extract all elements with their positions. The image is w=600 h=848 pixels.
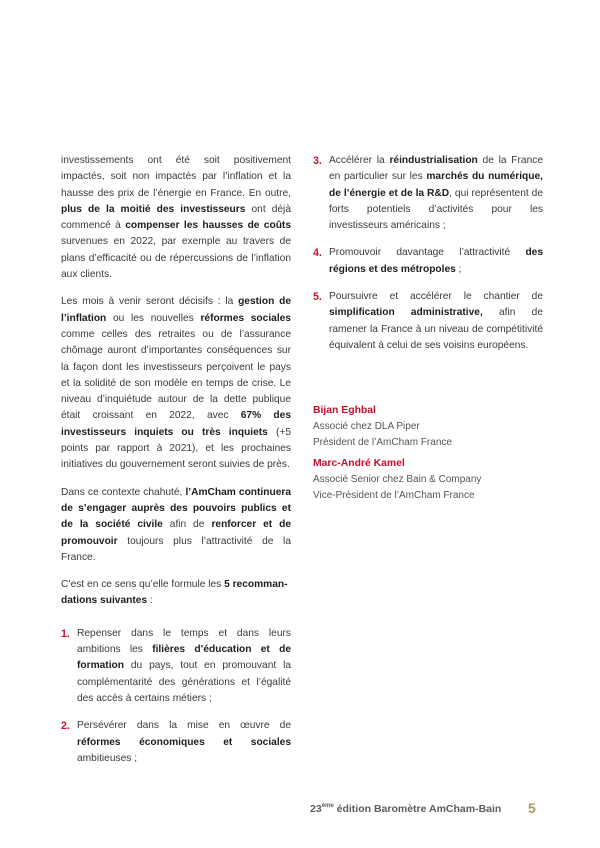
bold-text: compenser les hausses de coûts [125,220,291,232]
text: ambitieuses ; [77,752,138,764]
text: de la France en particulier sur les [329,155,543,183]
recommendation-text [329,245,543,278]
left-column [61,153,291,778]
edition-number: 23 [310,803,322,815]
bold-text: 5 recomman-dations suivantes [61,579,288,607]
text: C’est en ce sens qu’elle formule les [61,579,225,591]
text: (+5 points par rapport à 2021), et les prochaines initiatives du gouvernement seront suivies de près. [61,426,291,471]
bold-text: simplification administrative, [329,307,483,319]
text: afin de ramener la France à un niveau de compétitivité équivalent à celui de ses voisins européens. [329,307,543,351]
text: Persévérer dans la mise en œuvre de [77,720,291,732]
page-number: 5 [528,800,536,816]
signature-block [313,456,543,504]
paragraph-recommendations-intro [61,577,291,610]
text: investissements ont été soit positivement impactés, soit non impactés par l’inflation et la hausse des prix de l’énergie en France. En outre, [61,155,291,199]
text: Dans ce contexte chahuté, [61,486,186,498]
signatory-role: Associé Senior chez Bain & Company [313,474,482,485]
paragraph-context [61,485,291,566]
recommendation-number: 3. [313,155,322,167]
text: ; [455,263,462,275]
bold-text: réformes sociales [200,312,291,324]
bold-text: plus de la moitié des investisseurs [61,203,246,215]
right-column [313,153,543,365]
signatory-name: Bijan Eghbal [313,405,376,416]
text: Repenser dans le temps et dans leurs ambitions les [77,627,291,656]
recommendation-number: 2. [61,720,70,733]
recommendation-item [313,245,543,278]
bold-text: marchés du numérique, de l’énergie et de la R&D [329,171,543,199]
signatory-title: Président de l’AmCham France [313,437,452,448]
recommendation-item [313,289,543,354]
text: ou les nouvelles [106,312,201,324]
paragraph-impact [61,153,291,283]
text: Les mois à venir seront décisifs : la [61,296,239,308]
recommendation-text [77,626,291,707]
text: comme celles des retraites ou de l’assurance chômage auront d’importantes conséquences sur la façon dont les investisseurs perçoivent le pays et la solidité de son modèle en temps de crise. Le niveau d’inquiétude autour de la dette publique était croissant en 2022, avec [61,328,291,422]
paragraph-upcoming-months [61,294,291,473]
text: afin de [162,519,212,531]
bold-text: l’AmCham continuera de s’engager auprès des pouvoirs publics et de la société civile [61,486,291,531]
signatory-role: Associé chez DLA Piper [313,421,420,432]
recommendation-number: 5. [313,291,322,304]
signature-block [313,403,543,451]
text: : [147,595,153,607]
bold-text: filières d’éducation et de formation [77,644,291,672]
recommendation-text [329,289,543,354]
bold-text: réindustrialisation [389,155,478,166]
text: Promouvoir davantage l’attractivité [329,247,526,259]
text: survenues en 2022, par exemple au travers de plans d’efficacité ou de répercussions de l’inflation aux clients. [61,236,291,281]
recommendation-item [61,718,291,767]
bold-text: renforcer et de promouvoir [61,519,292,547]
signatory-title: Vice-Président de l’AmCham France [313,490,475,501]
bold-text: des régions et des métropoles [329,247,543,275]
recommendation-number: 4. [313,247,322,260]
bold-text: réformes économiques et sociales [77,736,291,748]
edition-suffix: ème [321,803,334,809]
recommendation-text [77,718,291,767]
text: toujours plus l’attractivité de la France. [61,535,291,563]
text: du pays, tout en promouvant la complémentarité des générations et l’égalité des accès à certains métiers ; [77,660,291,704]
text: , qui représentent de forts potentiels d’activités pour les investisseurs américains ; [329,187,543,232]
recommendation-item [313,153,543,234]
signatory-name: Marc-André Kamel [313,458,405,469]
recommendation-item [61,626,291,707]
page-footer [310,803,540,815]
text: Poursuivre et accélérer le chantier de [329,291,543,303]
text: Accélérer la [329,155,390,166]
bold-text: 67% des investisseurs inquiets ou très inquiets [61,410,291,438]
footer-title: édition Baromètre AmCham-Bain [333,803,502,815]
recommendation-number: 1. [61,627,70,640]
text: ont déjà commencé à [61,203,291,232]
recommendation-text [329,153,543,234]
bold-text: gestion de l’inflation [61,296,291,324]
